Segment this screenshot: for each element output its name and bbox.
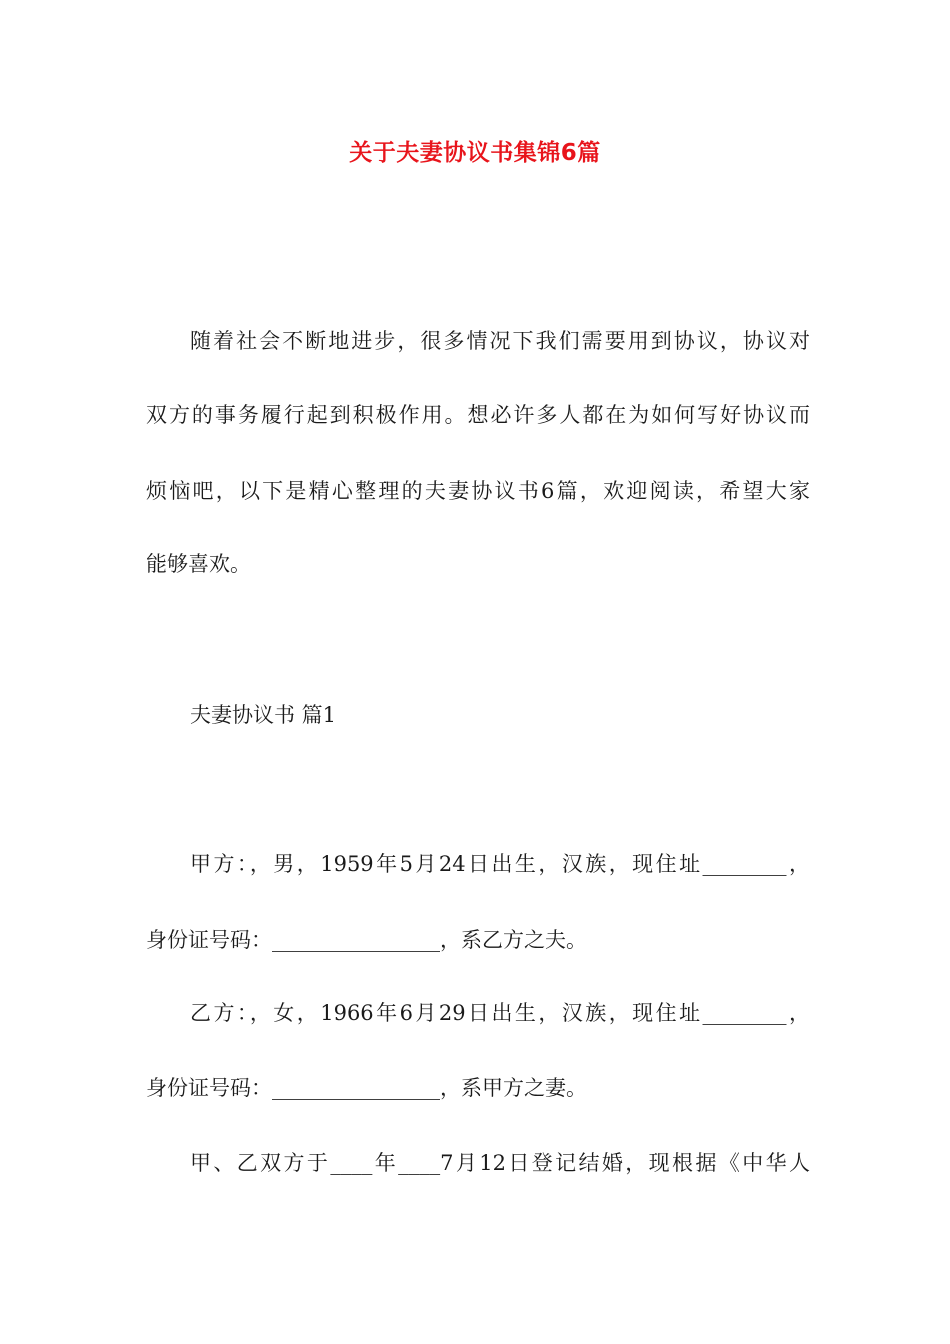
document-title: 关于夫妻协议书集锦6篇 xyxy=(349,140,601,166)
section-heading: 夫妻协议书 篇1 xyxy=(190,703,337,727)
intro-line: 随着社会不断地进步，很多情况下我们需要用到协议，协议对 xyxy=(190,329,810,353)
body-line: 甲、乙双方于____年____7月12日登记结婚，现根据《中华人 xyxy=(190,1151,810,1175)
body-line: 甲方：，男，1959年5月24日出生，汉族，现住址________， xyxy=(190,852,810,876)
intro-line: 双方的事务履行起到积极作用。想必许多人都在为如何写好协议而 xyxy=(146,403,810,427)
intro-line: 能够喜欢。 xyxy=(146,552,251,576)
intro-line: 烦恼吧，以下是精心整理的夫妻协议书6篇，欢迎阅读，希望大家 xyxy=(146,479,810,503)
body-line: 身份证号码：________________，系甲方之妻。 xyxy=(146,1076,587,1100)
body-line: 乙方：，女，1966年6月29日出生，汉族，现住址________， xyxy=(190,1001,810,1025)
body-line: 身份证号码：________________，系乙方之夫。 xyxy=(146,928,587,952)
